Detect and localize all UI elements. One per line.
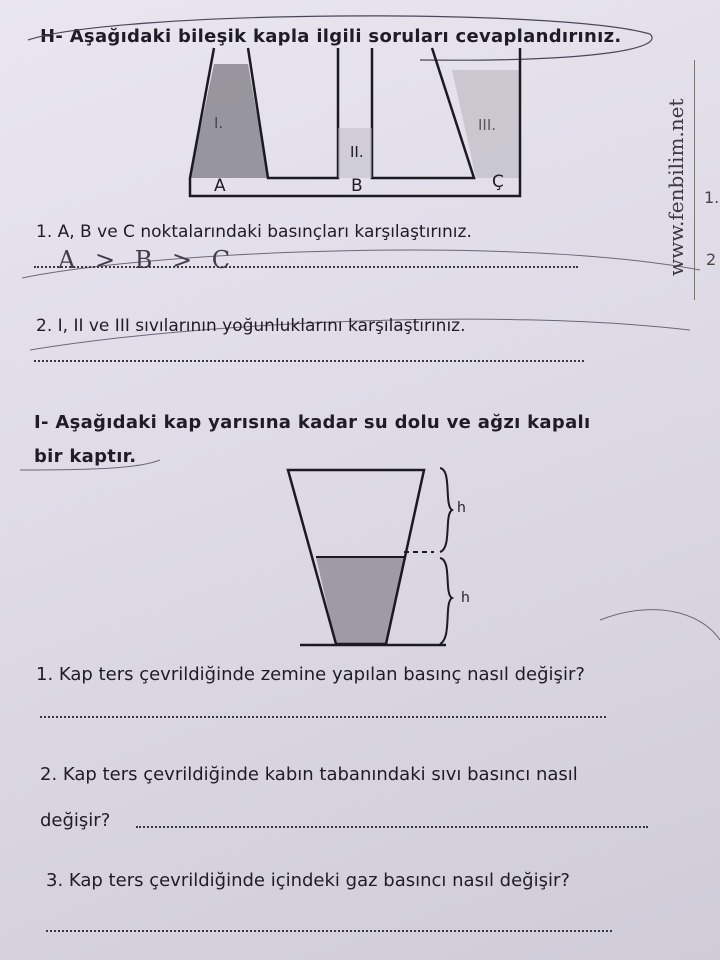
- answer-line-i1: [40, 716, 606, 718]
- h-question-1: 1. A, B ve C noktalarındaki basınçları karşılaştırınız.: [36, 222, 472, 242]
- answer-line-i3: [46, 930, 612, 932]
- handwritten-answer: A > B > C: [58, 246, 237, 274]
- margin-number-1: 1.: [704, 188, 720, 207]
- label-point-c: Ç: [492, 172, 504, 192]
- i-question-3: 3. Kap ters çevrildiğinde içindeki gaz basıncı nasıl değişir?: [46, 870, 570, 891]
- answer-line-i2: [136, 826, 648, 828]
- label-upper-h: h: [457, 500, 466, 516]
- i-question-1: 1. Kap ters çevrildiğinde zemine yapılan basınç nasıl değişir?: [36, 664, 585, 685]
- margin-number-2: 2: [706, 250, 717, 269]
- water-fill: [316, 557, 404, 644]
- section-i-title-line2: bir kaptır.: [34, 446, 137, 467]
- section-h-title: H- Aşağıdaki bileşik kapla ilgili soruları cevaplandırınız.: [40, 26, 622, 47]
- label-point-b: B: [351, 176, 363, 196]
- i-question-2-line2: değişir?: [40, 810, 111, 831]
- h-question-2: 2. I, II ve III sıvılarının yoğunluklarını karşılaştırınız.: [36, 316, 466, 336]
- label-roman-3: III.: [478, 116, 497, 134]
- label-point-a: A: [214, 176, 226, 196]
- label-roman-1: I.: [214, 114, 224, 132]
- watermark: www.fenbilim.net: [664, 98, 688, 276]
- section-i-title-line1: I- Aşağıdaki kap yarısına kadar su dolu ve ağzı kapalı: [34, 412, 591, 433]
- i-question-2-line1: 2. Kap ters çevrildiğinde kabın tabanındaki sıvı basıncı nasıl: [40, 764, 578, 785]
- label-roman-2: II.: [350, 143, 364, 161]
- label-lower-h: h: [461, 590, 470, 606]
